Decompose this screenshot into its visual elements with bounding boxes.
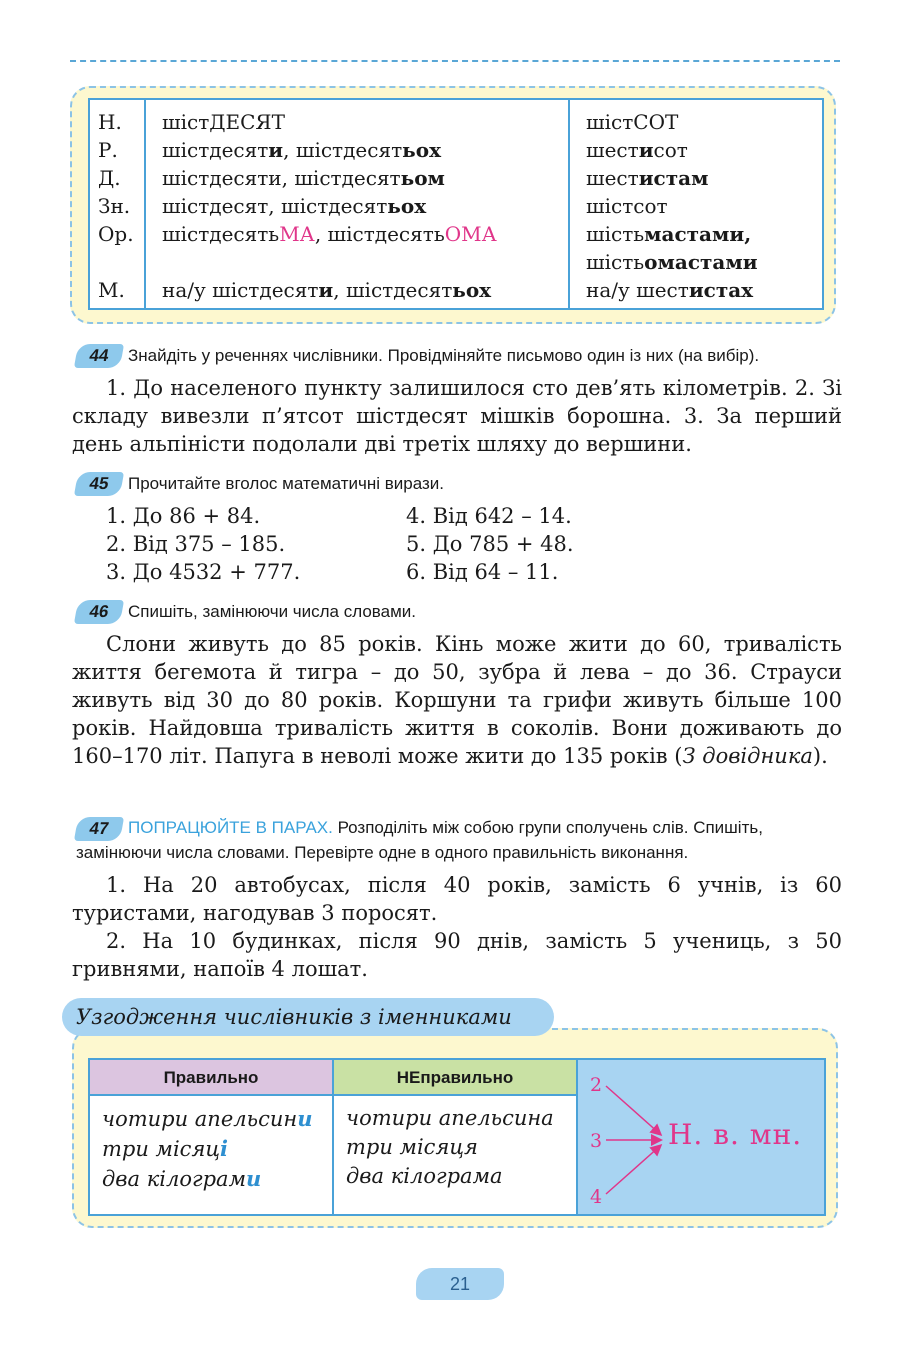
six-hundred-column [570,100,822,308]
exercise-instruction: Спишіть, замінюючи числа словами. [128,602,417,621]
exercise-paragraph-2: 2. На 10 будинках, після 90 днів, замість 5 учениць, з 50 гривнями, напоїв 4 лошат. [72,928,842,981]
wrong-example: два кілограма [346,1164,503,1188]
case-label: Зн. [98,194,131,218]
agreement-table [88,1058,826,1216]
correct-example: чотири апельсини [102,1106,313,1131]
case-label: М. [98,278,125,302]
form-row: шістдесятьМА, шістдесятьОМА [162,222,497,246]
correct-example: три місяці [102,1136,228,1161]
exercise-number-badge: 47 [74,817,124,841]
exercise-text: 1. До населеного пункту залишилося сто дев’ять кілометрів. 2. Зі складу вивезли п’ятсот шістдесят мішків борошна. 3. За перший день альпіністи подолали дві третіх шляху до вершини. [72,376,842,456]
form-row: шістСОТ [586,110,679,134]
exercise-paragraph-1: 1. На 20 автобусах, після 40 років, замість 6 учнів, із 60 туристами, нагодував 3 поросят. [72,872,842,925]
declension-table [88,98,824,310]
exercise-number-badge: 45 [74,472,124,496]
form-row: шістдесяти, шістдесятьох [162,138,441,162]
exercise-number-badge: 46 [74,600,124,624]
case-label: Н. [98,110,122,134]
form-row: на/у шістдесяти, шістдесятьох [162,278,492,302]
form-row: шістьмастами, [586,222,752,246]
correct-column [90,1096,334,1214]
exercise-45 [72,472,842,586]
declension-box [70,86,836,324]
wrong-header: НЕправильно [334,1060,578,1096]
correct-example: два кілограми [102,1166,262,1191]
case-label: Д. [98,166,121,190]
expression-row: 1. До 86 + 84. 4. Від 642 – 14. [106,504,572,528]
number-four: 4 [590,1186,603,1208]
exercise-number-badge: 44 [74,344,124,368]
form-row: шестисот [586,138,688,162]
case-label: Ор. [98,222,134,246]
sixty-column [146,100,570,308]
pair-work-label: ПОПРАЦЮЙТЕ В ПАРАХ. [128,818,333,837]
form-row: шістдесят, шістдесятьох [162,194,427,218]
correct-header: Правильно [90,1060,334,1096]
plural-nominative-label: Н. в. мн. [668,1118,803,1151]
number-three: 3 [590,1130,603,1152]
expression-row: 3. До 4532 + 777. 6. Від 64 – 11. [106,560,559,584]
expression-row: 2. Від 375 – 185. 5. До 785 + 48. [106,532,574,556]
form-row: шістьомастами [586,250,758,274]
exercise-instruction: Знайдіть у реченнях числівники. Провідміняйте письмово один із них (на вибір). [128,346,760,365]
top-dashed-rule [70,60,840,62]
form-row: шестистам [586,166,709,190]
case-label [98,248,144,276]
rule-box [72,1028,838,1228]
exercise-46 [72,600,842,770]
case-column [90,100,146,308]
source-label: З довідника [682,744,813,768]
number-two: 2 [590,1074,603,1096]
form-row: шістДЕСЯТ [162,110,285,134]
wrong-example: три місяця [346,1135,478,1159]
exercise-instruction: Розподіліть між собою групи сполучень слів. Спишіть, замінюючи числа словами. Перевірте одне в одного правильність виконання. [76,818,763,862]
arrows-icon [578,1060,668,1216]
form-row: на/у шестистах [586,278,754,302]
rule-diagram [578,1060,824,1214]
exercise-47 [72,816,842,983]
exercise-text: Слони живуть до 85 років. Кінь може жити до 60, тривалість життя бегемота й тигра – до 50, зубра й лева – до 36. Страуси живуть від 30 до 80 років. Коршуни та грифи живуть більше 100 років. Найдовша тривалість життя в соколів. Вони доживають до 160–170 літ. Папуга в неволі може жити до 135 років (З довідника). [72,632,842,768]
form-row [162,248,568,276]
exercise-44 [72,344,842,458]
form-row: шістсот [586,194,668,218]
wrong-example: чотири апельсина [346,1106,554,1130]
page-number: 21 [416,1268,504,1300]
rule-title: Узгодження числівників з іменниками [62,998,554,1036]
exercise-instruction: Прочитайте вголос математичні вирази. [128,474,445,493]
form-row: шістдесяти, шістдесятьом [162,166,445,190]
case-label: Р. [98,138,118,162]
wrong-column [334,1096,578,1214]
